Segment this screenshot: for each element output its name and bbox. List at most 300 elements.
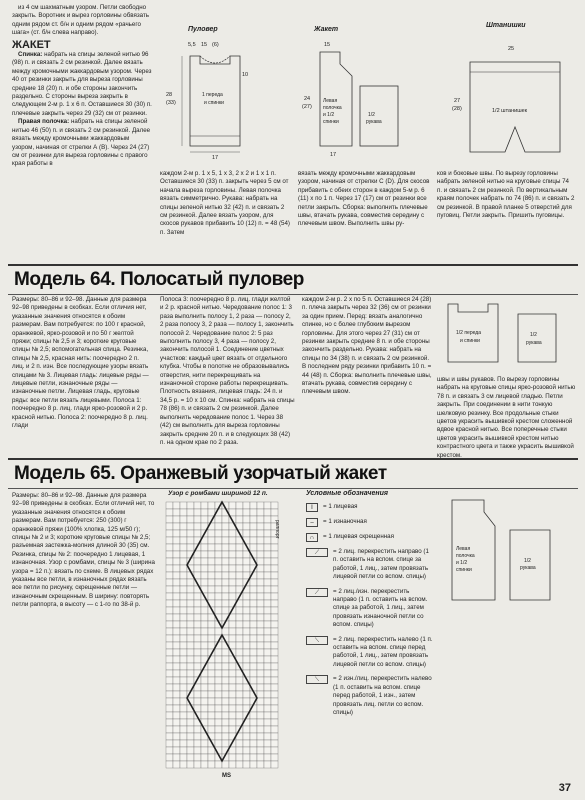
- pattern-cell: [166, 614, 173, 621]
- pattern-cell: [173, 733, 180, 740]
- legend-text: = 2 лиц./изн. перекрестить направо (1 п. оставить на вспом. спице за работой, 1 лиц., затем провязать изнаночной петли со вспом. спицы): [333, 587, 428, 629]
- pattern-cell: [264, 747, 271, 754]
- pattern-cell: [173, 670, 180, 677]
- pattern-cell: [187, 712, 194, 719]
- pattern-cell: [208, 593, 215, 600]
- pattern-cell: [173, 593, 180, 600]
- pattern-cell: [215, 537, 222, 544]
- pattern-cell: [173, 502, 180, 509]
- pattern-cell: [264, 754, 271, 761]
- pattern-cell: [180, 691, 187, 698]
- pattern-cell: [229, 698, 236, 705]
- pattern-cell: [222, 761, 229, 768]
- pattern-cell: [180, 544, 187, 551]
- svg-text:1/2: 1/2: [524, 558, 531, 564]
- pattern-cell: [201, 635, 208, 642]
- pattern-cell: [236, 712, 243, 719]
- pattern-cell: [215, 712, 222, 719]
- pattern-cell: [271, 614, 278, 621]
- pattern-cell: [222, 663, 229, 670]
- pattern-cell: [229, 754, 236, 761]
- pattern-cell: [236, 705, 243, 712]
- pattern-cell: [173, 656, 180, 663]
- pattern-cell: [271, 565, 278, 572]
- model64-col-4: [437, 376, 577, 459]
- pattern-cell: [208, 684, 215, 691]
- pattern-cell: [236, 565, 243, 572]
- legend-symbol-icon: ⟍: [306, 675, 328, 684]
- pullover-dim-3: (6): [212, 42, 219, 48]
- svg-text:Левая: Левая: [456, 546, 471, 552]
- pattern-cell: [201, 698, 208, 705]
- pattern-cell: [166, 586, 173, 593]
- pattern-cell: [173, 558, 180, 565]
- pattern-cell: [194, 663, 201, 670]
- pattern-cell: [215, 698, 222, 705]
- pattern-cell: [208, 558, 215, 565]
- pattern-cell: [236, 614, 243, 621]
- pattern-cell: [208, 719, 215, 726]
- pattern-cell: [173, 698, 180, 705]
- pattern-cell: [264, 579, 271, 586]
- pattern-cell: [166, 663, 173, 670]
- pattern-cell: [180, 712, 187, 719]
- pattern-cell: [264, 733, 271, 740]
- pattern-cell: [201, 572, 208, 579]
- pattern-cell: [257, 733, 264, 740]
- pattern-cell: [250, 656, 257, 663]
- pattern-cell: [229, 691, 236, 698]
- pattern-cell: [250, 516, 257, 523]
- pattern-ms-label: MS: [222, 773, 231, 779]
- pattern-cell: [257, 600, 264, 607]
- pattern-cell: [236, 684, 243, 691]
- pattern-cell: [257, 607, 264, 614]
- shorts-dim-2: 27: [454, 98, 461, 104]
- pattern-cell: [222, 649, 229, 656]
- pattern-cell: [166, 712, 173, 719]
- pattern-cell: [243, 635, 250, 642]
- pattern-cell: [215, 726, 222, 733]
- pattern-cell: [180, 656, 187, 663]
- pattern-cell: [166, 698, 173, 705]
- pattern-cell: [180, 698, 187, 705]
- pattern-cell: [180, 719, 187, 726]
- pattern-cell: [194, 733, 201, 740]
- pattern-cell: [194, 558, 201, 565]
- pattern-cell: [194, 656, 201, 663]
- pattern-cell: [236, 740, 243, 747]
- pattern-cell: [271, 593, 278, 600]
- pattern-cell: [264, 712, 271, 719]
- pattern-cell: [173, 572, 180, 579]
- svg-text:1/2 переда: 1/2 переда: [456, 330, 481, 336]
- pattern-cell: [201, 544, 208, 551]
- back-label: Спинка:: [18, 51, 43, 59]
- pattern-cell: [229, 621, 236, 628]
- pattern-cell: [166, 621, 173, 628]
- pullover-dim-5: (33): [166, 100, 176, 106]
- pattern-cell: [257, 544, 264, 551]
- pattern-cell: [180, 530, 187, 537]
- pattern-cell: [236, 579, 243, 586]
- legend-title: Условные обозначения: [306, 490, 389, 497]
- pattern-cell: [194, 628, 201, 635]
- pattern-cell: [187, 530, 194, 537]
- pattern-cell: [250, 509, 257, 516]
- shorts-diagram: [450, 22, 570, 162]
- pattern-cell: [229, 677, 236, 684]
- pattern-cell: [222, 579, 229, 586]
- pattern-cell: [222, 733, 229, 740]
- shorts-dim-1: 25: [508, 46, 515, 52]
- svg-text:и спинки: и спинки: [460, 338, 480, 344]
- pattern-cell: [180, 509, 187, 516]
- pattern-cell: [208, 698, 215, 705]
- pattern-cell: [236, 509, 243, 516]
- pattern-cell: [257, 740, 264, 747]
- pattern-cell: [201, 705, 208, 712]
- pattern-cell: [264, 530, 271, 537]
- pattern-cell: [166, 649, 173, 656]
- pattern-cell: [187, 726, 194, 733]
- pattern-cell: [173, 544, 180, 551]
- pattern-cell: [264, 537, 271, 544]
- pattern-cell: [257, 698, 264, 705]
- pattern-cell: [236, 642, 243, 649]
- pattern-cell: [222, 684, 229, 691]
- pattern-cell: [173, 740, 180, 747]
- pattern-cell: [243, 747, 250, 754]
- pattern-cell: [271, 663, 278, 670]
- legend-symbol-icon: ∩: [306, 533, 318, 542]
- pattern-cell: [271, 558, 278, 565]
- pattern-cell: [243, 565, 250, 572]
- pattern-cell: [222, 607, 229, 614]
- pattern-cell: [187, 733, 194, 740]
- pattern-cell: [257, 726, 264, 733]
- pattern-cell: [215, 733, 222, 740]
- pattern-cell: [229, 551, 236, 558]
- shorts-inner: 1/2 штанишек: [492, 108, 528, 114]
- pattern-cell: [229, 544, 236, 551]
- pattern-cell: [215, 656, 222, 663]
- pattern-cell: [264, 642, 271, 649]
- pattern-cell: [271, 628, 278, 635]
- legend-item: [306, 533, 434, 542]
- pattern-cell: [229, 558, 236, 565]
- pattern-cell: [215, 572, 222, 579]
- legend: [306, 490, 434, 780]
- pattern-cell: [264, 614, 271, 621]
- legend-text: = 1 лицевая: [323, 503, 358, 510]
- pullover-diagram: [160, 26, 280, 161]
- pattern-cell: [257, 712, 264, 719]
- pattern-cell: [243, 642, 250, 649]
- pattern-cell: [208, 726, 215, 733]
- model65-schematic: [440, 490, 578, 630]
- pattern-cell: [180, 551, 187, 558]
- pattern-cell: [243, 628, 250, 635]
- pattern-cell: [264, 502, 271, 509]
- pattern-cell: [271, 635, 278, 642]
- pattern-cell: [229, 565, 236, 572]
- pattern-cell: [257, 642, 264, 649]
- model64-col-1: [12, 296, 152, 454]
- pattern-cell: [271, 579, 278, 586]
- pattern-cell: [257, 523, 264, 530]
- pattern-cell: [180, 502, 187, 509]
- jacket-schematic: [290, 36, 420, 161]
- pattern-cell: [243, 726, 250, 733]
- pattern-cell: [243, 558, 250, 565]
- pattern-cell: [215, 684, 222, 691]
- shorts-diagram-title: Штанишки: [486, 22, 526, 29]
- pattern-cell: [257, 579, 264, 586]
- pattern-cell: [166, 747, 173, 754]
- pattern-cell: [264, 761, 271, 768]
- pattern-cell: [264, 691, 271, 698]
- legend-text: = 1 изнаночная: [323, 518, 367, 525]
- shorts-dim-3: (28): [452, 106, 462, 112]
- pattern-cell: [264, 558, 271, 565]
- svg-text:1/2: 1/2: [530, 332, 537, 338]
- pattern-cell: [257, 621, 264, 628]
- pattern-cell: [264, 663, 271, 670]
- legend-text: = 2 лиц. перекрестить налево (1 п. оставить на вспом. спице перед работой, 1 лиц., затем провязать лицевой петли со вспом. спицы): [333, 635, 433, 668]
- pattern-cell: [236, 628, 243, 635]
- pattern-cell: [271, 600, 278, 607]
- pattern-cell: [229, 586, 236, 593]
- pattern-cell: [271, 698, 278, 705]
- pattern-cell: [194, 691, 201, 698]
- pattern-cell: [257, 691, 264, 698]
- pattern-cell: [187, 579, 194, 586]
- pattern-cell: [229, 593, 236, 600]
- pattern-cell: [173, 509, 180, 516]
- pullover-dim-4: 28: [166, 92, 173, 98]
- pattern-cell: [236, 621, 243, 628]
- pattern-cell: [215, 719, 222, 726]
- pattern-cell: [243, 754, 250, 761]
- pattern-cell: [257, 551, 264, 558]
- pattern-cell: [201, 621, 208, 628]
- pattern-cell: [208, 502, 215, 509]
- pattern-cell: [222, 656, 229, 663]
- pattern-cell: [257, 565, 264, 572]
- pattern-cell: [222, 572, 229, 579]
- pattern-cell: [180, 628, 187, 635]
- model65-col-1: [12, 492, 157, 774]
- pattern-cell: [271, 705, 278, 712]
- pattern-cell: [215, 670, 222, 677]
- pattern-cell: [180, 733, 187, 740]
- pattern-cell: [257, 502, 264, 509]
- pattern-cell: [215, 544, 222, 551]
- pattern-cell: [166, 565, 173, 572]
- pattern-cell: [229, 663, 236, 670]
- pattern-cell: [180, 621, 187, 628]
- pattern-cell: [236, 691, 243, 698]
- pattern-cell: [166, 572, 173, 579]
- svg-text:рукава: рукава: [366, 119, 382, 125]
- pattern-cell: [257, 537, 264, 544]
- pattern-cell: [215, 586, 222, 593]
- pattern-cell: [222, 600, 229, 607]
- pattern-cell: [222, 670, 229, 677]
- pattern-cell: [180, 579, 187, 586]
- pattern-cell: [271, 761, 278, 768]
- legend-item: [306, 636, 434, 670]
- pattern-cell: [194, 509, 201, 516]
- model65-title-band: [8, 458, 578, 489]
- pattern-cell: [201, 565, 208, 572]
- legend-text: = 2 лиц. перекрестить направо (1 п. оставить на вспом. спице за работой, 1 лиц., затем провязать лицевой петли со вспом. спицы): [333, 548, 429, 581]
- pattern-cell: [250, 719, 257, 726]
- pattern-cell: [166, 607, 173, 614]
- pattern-cell: [222, 530, 229, 537]
- pattern-cell: [173, 551, 180, 558]
- pattern-cell: [250, 614, 257, 621]
- pattern-cell: [243, 593, 250, 600]
- pattern-cell: [250, 544, 257, 551]
- pattern-cell: [166, 670, 173, 677]
- pattern-cell: [236, 572, 243, 579]
- pattern-cell: [173, 565, 180, 572]
- pattern-cell: [229, 628, 236, 635]
- pattern-cell: [173, 523, 180, 530]
- legend-list: [306, 503, 434, 717]
- pattern-cell: [257, 509, 264, 516]
- pattern-cell: [208, 565, 215, 572]
- pattern-cell: [173, 537, 180, 544]
- pattern-cell: [201, 761, 208, 768]
- pattern-title: Узор с ромбами шириной 12 п.: [168, 490, 268, 497]
- pattern-cell: [187, 614, 194, 621]
- svg-text:и 1/2: и 1/2: [456, 560, 468, 566]
- pattern-cell: [187, 663, 194, 670]
- legend-item: [306, 675, 434, 717]
- pattern-cell: [243, 733, 250, 740]
- pullover-dim-2: 15: [201, 42, 208, 48]
- pattern-cell: [166, 516, 173, 523]
- pattern-cell: [271, 656, 278, 663]
- pattern-cell: [271, 621, 278, 628]
- pattern-cell: [180, 635, 187, 642]
- pattern-cell: [194, 754, 201, 761]
- pattern-cell: [187, 719, 194, 726]
- svg-text:полочка: полочка: [323, 105, 342, 111]
- pattern-cell: [173, 621, 180, 628]
- top-col-1: [12, 4, 152, 258]
- legend-symbol-icon: I: [306, 503, 318, 512]
- pattern-cell: [166, 544, 173, 551]
- legend-symbol-icon: ⟋: [306, 588, 328, 597]
- pattern-cell: [236, 635, 243, 642]
- pattern-cell: [264, 607, 271, 614]
- pattern-cell: [243, 698, 250, 705]
- pattern-cell: [250, 726, 257, 733]
- pattern-cell: [250, 740, 257, 747]
- legend-text: = 1 лицевая скрещенная: [323, 533, 394, 540]
- pattern-cell: [222, 523, 229, 530]
- pattern-cell: [264, 740, 271, 747]
- pattern-cell: [271, 544, 278, 551]
- pattern-cell: [166, 537, 173, 544]
- pattern-cell: [243, 691, 250, 698]
- pattern-cell: [264, 516, 271, 523]
- pattern-cell: [187, 761, 194, 768]
- svg-text:полочка: полочка: [456, 553, 475, 559]
- pattern-cell: [194, 740, 201, 747]
- pattern-cell: [250, 579, 257, 586]
- pattern-cell: [243, 530, 250, 537]
- legend-item: [306, 548, 434, 582]
- pattern-cell: [222, 719, 229, 726]
- pattern-cell: [173, 691, 180, 698]
- pattern-cell: [215, 600, 222, 607]
- pattern-cell: [271, 740, 278, 747]
- top-col-2-text: каждом 2-м р. 1 х 5, 1 х 3, 2 х 2 и 1 х 1 п. Оставшиеся 30 (33) п. закрыть через 5 см от начала выреза горловины. Левая полочка вязать симметрично. Рукава: набрать на спицы зеленой нитью 32 (42) п. и связать 2 см резинкой. Далее вязать узором, для скосов рукавов прибавить 10 (12) п. = 48 (54) п. Затем: [160, 170, 290, 236]
- top-col-4-text: ков и боковые швы. По вырезу горловины набрать зеленой нитью на круговые спицы 74 п. и связать 2 см резинкой. По вертикальным краям полочек набрать по 74 (86) п. и связать 2 см резинкой. В правой планке 5 отверстий для пуговиц. Петли закрыть. Пришить пуговицы.: [437, 170, 575, 220]
- pattern-cell: [166, 733, 173, 740]
- pattern-cell: [166, 509, 173, 516]
- pattern-cell: [250, 649, 257, 656]
- model64-title-band: [8, 264, 578, 295]
- pattern-cell: [208, 586, 215, 593]
- pattern-cell: [243, 649, 250, 656]
- pattern-cell: [180, 537, 187, 544]
- pattern-cell: [180, 670, 187, 677]
- top-col-4: [437, 170, 575, 260]
- pattern-cell: [250, 621, 257, 628]
- model65-title: Модель 65. Оранжевый узорчатый жакет: [14, 463, 387, 484]
- pattern-cell: [187, 586, 194, 593]
- pattern-cell: [250, 607, 257, 614]
- pattern-cell: [236, 649, 243, 656]
- pattern-cell: [187, 621, 194, 628]
- pattern-cell: [166, 579, 173, 586]
- pattern-cell: [166, 691, 173, 698]
- pattern-cell: [215, 565, 222, 572]
- pattern-cell: [222, 691, 229, 698]
- pattern-cell: [250, 537, 257, 544]
- pattern-cell: [194, 565, 201, 572]
- pattern-cell: [166, 677, 173, 684]
- pattern-cell: [187, 670, 194, 677]
- model64-col-1-text: Размеры: 80–86 и 92–98. Данные для размера 92–98 приведены в скобках. Если отличия нет, указанные значения относятся к обоим размерам. Вам потребуется: по 100 г красной, оранжевой, ярко-розовой и по 50 г желтой пряжи; спицы № 2,5 и 3; короткие круговые спицы № 2,5; вспомогательная спица. Резинка, спицы № 2,5, красная нить: поочередно 2 п. лиц. и 2 п. изн. Все последующие узоры вязать спицами № 3. Лицевая гладь: лицевые ряды — лицевые петли, изнаночные ряды — изнаночные петли. Лицевая гладь, круговые ряды: все петли вязать лицевыми. Полоса 1: поочередно 8 р. лиц. глади ярко-розовой и 2 р. красной нитью. Полоса 2: поочередно 8 р. лиц. глади: [12, 296, 149, 430]
- svg-text:спинки: спинки: [456, 567, 472, 573]
- pattern-grid: [162, 500, 300, 780]
- pattern-cell: [201, 607, 208, 614]
- legend-text: = 2 изн./лиц. перекрестить налево (1 п. оставить на вспом. спице перед работой, 1 изн., затем провязать лиц. петли со вспом. спицы): [333, 675, 432, 716]
- pattern-cell: [173, 761, 180, 768]
- pattern-cell: [215, 628, 222, 635]
- pattern-cell: [215, 530, 222, 537]
- pattern-cell: [257, 586, 264, 593]
- pattern-cell: [187, 740, 194, 747]
- pattern-cell: [236, 558, 243, 565]
- pullover-dim-7: 17: [212, 155, 219, 161]
- pattern-cell: [222, 586, 229, 593]
- pattern-cell: [201, 740, 208, 747]
- pattern-cell: [194, 516, 201, 523]
- pattern-cell: [166, 740, 173, 747]
- pattern-cell: [194, 614, 201, 621]
- pattern-cell: [201, 642, 208, 649]
- legend-symbol-icon: ⟍: [306, 636, 328, 645]
- pattern-cell: [271, 747, 278, 754]
